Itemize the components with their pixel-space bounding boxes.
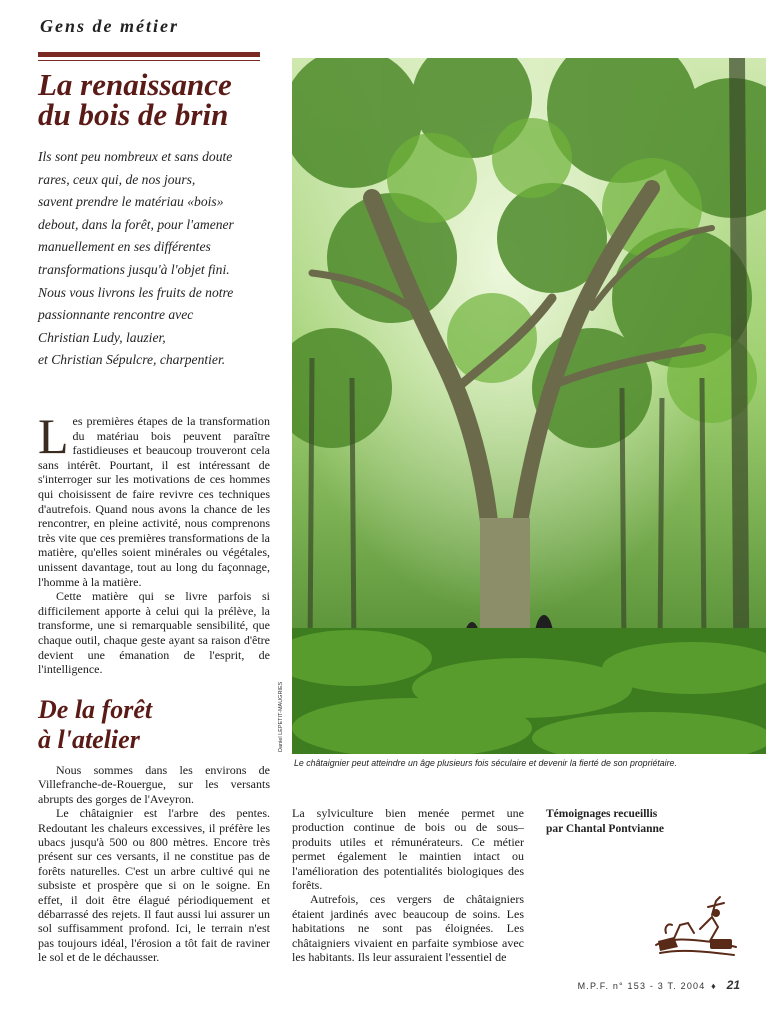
author-credit-line: Témoignages recueillis	[546, 808, 658, 820]
body-paragraph: La sylviculture bien menée permet une production continue de bois ou de sous–produits utiles et rémunérateurs. Ce métier permet également le maintien intact ou l'amélioration des potentialités biologiques des forêts.	[292, 806, 524, 893]
intro-line: Ils sont peu nombreux et sans doute	[38, 149, 233, 164]
intro-line: passionnante rencontre avec	[38, 307, 194, 323]
section-label: Gens de métier	[40, 16, 179, 36]
header-rule-thick	[38, 52, 260, 57]
page-footer	[560, 978, 740, 992]
intro-line: Christian Ludy, lauzier,	[38, 329, 166, 345]
intro-line: rares, ceux qui, de nos jours,	[38, 171, 196, 187]
intro-line: debout, dans la forêt, pour l'amener	[38, 216, 234, 232]
photo-credit	[278, 672, 292, 752]
body-paragraph: Le châtaignier est l'arbre des pentes. Redoutant les chaleurs excessives, il préfère les ubacs jusqu'à 500 ou 800 mètres. Encore très présent sur ces versants, il ne constitue pas de forêts naturelles. C'est un arbre cultivé qui ne subsiste et prospère que si on le soigne. En effet, il doit être élagué périodiquement et débarrassé des rejets. Il faut aussi lui assurer un sol suffisamment profond. Ici, le terrain n'est pas toujours idéal, l'érosion a tôt fait de raviner le sol et de le déchausser.	[38, 806, 270, 965]
photo-credit-text: Daniel LEPETIT-MAUGRIES	[278, 681, 284, 752]
body-paragraph: Cette matière qui se livre parfois si difficilement apporte à celui qui la prélève, la transforme, une si remarquable sensibilité, que chaque outil, chaque geste ayant sa raison d'être devient une émanation de l'esprit, de l'intelligence.	[38, 589, 270, 677]
section-subheading	[38, 695, 278, 755]
paragraph-text: es premières étapes de la transformation du matériau bois peuvent paraître fastidieuses et beaucoup trouveront cela sans intérêt. Pourtant, il est intéressant de s'interroger sur les motivations de ces hommes qui choisissent de faire revivre ces techniques d'autrefois. Quand nous avons la chance de les rencontrer, en pleine activité, nous comprenons très vite que ces premières transformations de la matière, qu'elles soient minérales ou végétales, unissent davantage, tout au long du façonnage, l'homme à la matière.	[38, 414, 270, 589]
drop-cap: L	[38, 408, 69, 464]
subhead-line: De la forêt	[38, 695, 153, 724]
photo-caption: Le châtaignier peut atteindre un âge plusieurs fois séculaire et devenir la fierté de son propriétaire.	[294, 758, 677, 768]
chestnut-tree-photo	[292, 58, 766, 754]
woodworker-sketch-logo	[650, 893, 740, 965]
article-title	[38, 67, 278, 132]
body-column-1-continued	[38, 763, 270, 965]
header-rule-thin	[38, 60, 260, 61]
body-column-2	[292, 806, 524, 964]
page-number: 21	[726, 978, 740, 992]
body-paragraph	[38, 408, 270, 589]
body-paragraph: Autrefois, ces vergers de châtaigniers étaient jardinés avec beaucoup de soins. Les habitations ne sont pas éloignées. Les châtaigniers vivaient en parfaite symbiose avec les habitants. Ils leur assuraient l'essentiel de	[292, 892, 524, 965]
intro-line: savent prendre le matériau «bois»	[38, 194, 224, 210]
intro-line: Nous vous livrons les fruits de notre	[38, 284, 234, 300]
intro-line: manuellement en ses différentes	[38, 239, 211, 255]
issue-info: M.P.F. n° 153 - 3 T. 2004	[577, 981, 706, 991]
author-credit	[546, 807, 746, 837]
intro-standfirst	[38, 146, 278, 372]
title-line: La renaissance	[38, 67, 232, 102]
title-line: du bois de brin	[38, 97, 229, 132]
intro-line: et Christian Sépulcre, charpentier.	[38, 352, 226, 368]
author-credit-line: par Chantal Pontvianne	[546, 823, 665, 835]
diamond-icon: ♦	[711, 981, 717, 991]
subhead-line: à l'atelier	[38, 725, 140, 754]
body-column-1	[38, 408, 270, 677]
intro-line: transformations jusqu'à l'objet fini.	[38, 261, 230, 277]
body-paragraph: Nous sommes dans les environs de Villefranche-de-Rouergue, sur les versants abrupts des gorges de l'Aveyron.	[38, 763, 270, 806]
